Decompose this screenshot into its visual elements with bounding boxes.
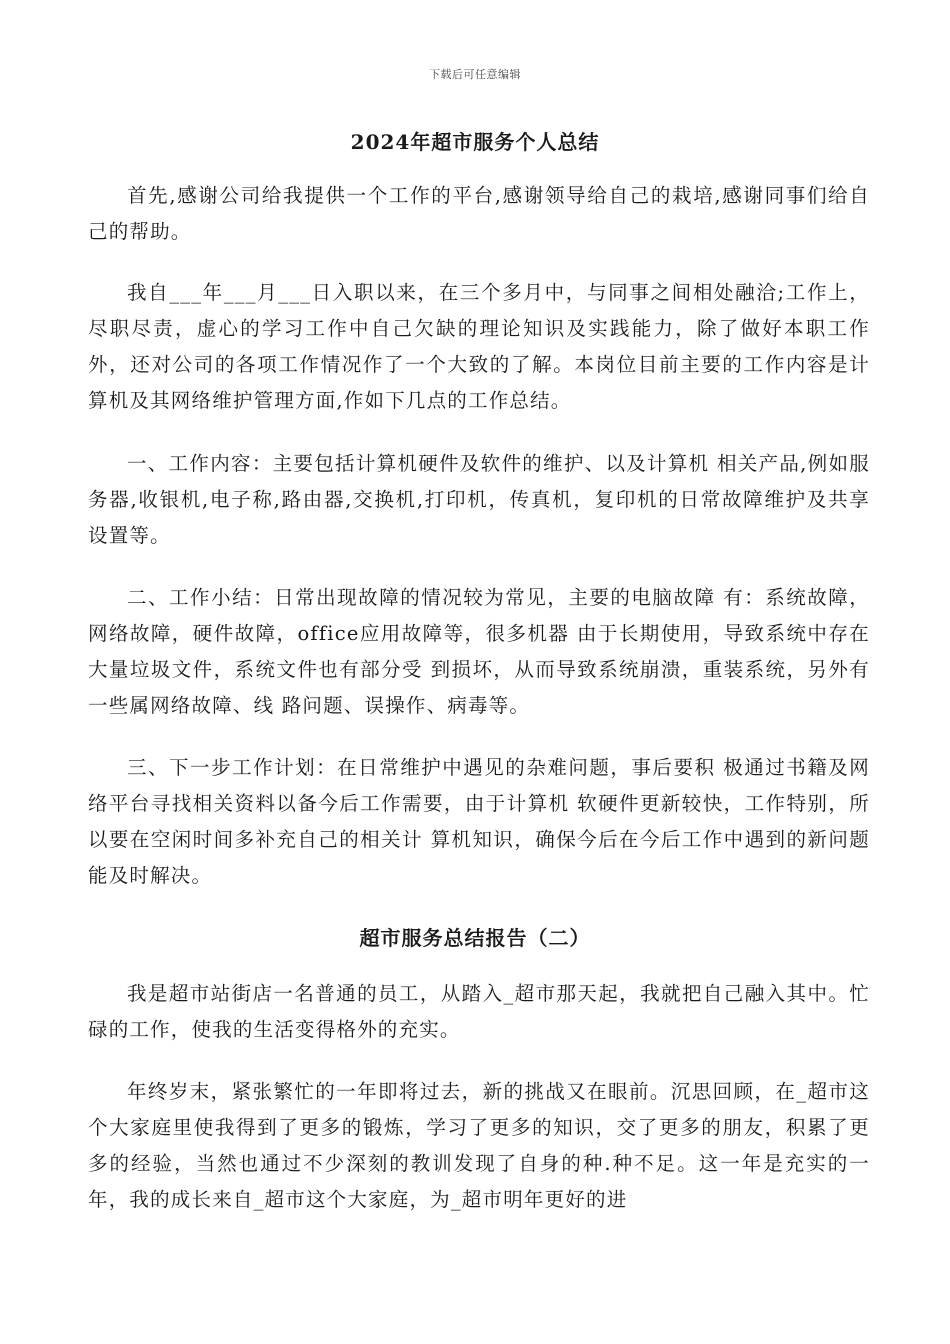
paragraph: 我是超市站街店一名普通的员工，从踏入_超市那天起，我就把自己融入其中。忙碌的工作，使我的生活变得格外的充实。 (88, 982, 870, 1041)
paragraph: 首先,感谢公司给我提供一个工作的平台,感谢领导给自己的栽培,感谢同事们给自己的帮助。 (88, 184, 870, 243)
paragraph: 我自___年___月___日入职以来，在三个多月中，与同事之间相处融洽;工作上，尽职尽责，虚心的学习工作中自己欠缺的理论知识及实践能力，除了做好本职工作外，还对公司的各项工作情况作了一个大致的了解。本岗位目前主要的工作内容是计算机及其网络维护管理方面,作如下几点的工作总结。 (88, 281, 870, 412)
section-title-2: 超市服务总结报告（二） (359, 926, 591, 950)
header-note: 下载后可任意编辑 (429, 68, 521, 81)
paragraph: 二、工作小结：日常出现故障的情况较为常见，主要的电脑故障 有：系统故障，网络故障，硬件故障，office应用故障等，很多机器 由于长期使用，导致系统中存在大量垃圾文件，系统文件也有部分受 到损坏，从而导致系统崩溃，重装系统，另外有一些属网络故障、线 路问题、误操作、病毒等。 (88, 586, 870, 717)
paragraph: 年终岁末，紧张繁忙的一年即将过去，新的挑战又在眼前。沉思回顾，在_超市这个大家庭里使我得到了更多的锻炼，学习了更多的知识，交了更多的朋友，积累了更多的经验，当然也通过不少深刻的教训发现了自身的种.种不足。这一年是充实的一年，我的成长来自_超市这个大家庭，为_超市明年更好的进 (88, 1080, 870, 1211)
paragraph: 一、工作内容：主要包括计算机硬件及软件的维护、以及计算机 相关产品,例如服务器,收银机,电子称,路由器,交换机,打印机，传真机，复印机的日常故障维护及共享设置等。 (88, 452, 870, 547)
paragraph: 三、下一步工作计划：在日常维护中遇见的杂难问题，事后要积 极通过书籍及网络平台寻找相关资料以备今后工作需要，由于计算机 软硬件更新较快，工作特别，所以要在空闲时间多补充自己的相关计 算机知识，确保今后在今后工作中遇到的新问题能及时解决。 (88, 756, 870, 887)
section-title-1: 2024年超市服务个人总结 (350, 130, 600, 154)
